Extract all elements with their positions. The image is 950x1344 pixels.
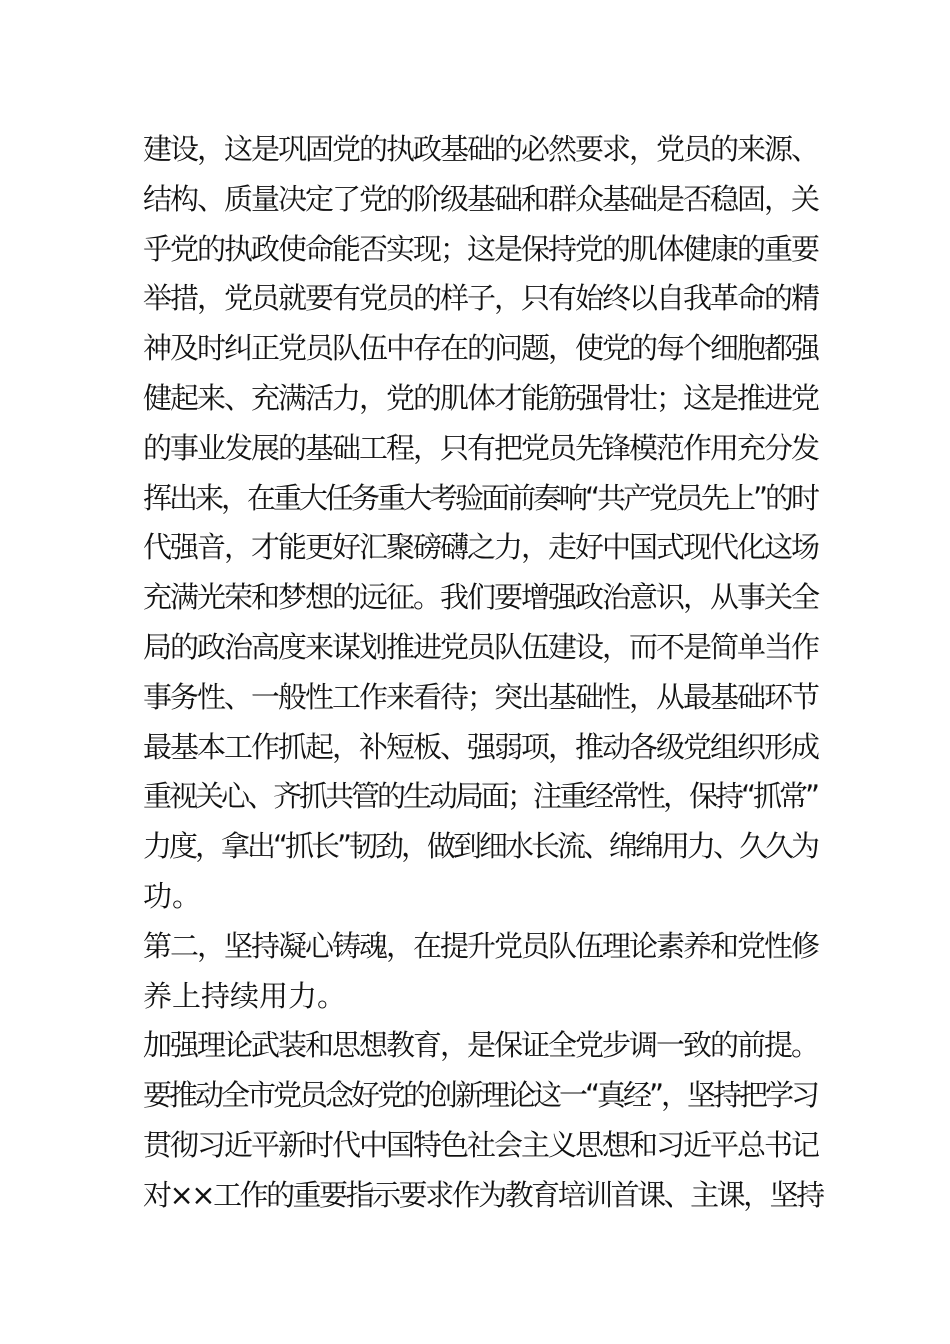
body-text (143, 125, 823, 1221)
text-line: 事务性、一般性工作来看待；突出基础性，从最基础环节 (143, 679, 819, 714)
text-line: 功。 (143, 878, 202, 913)
text-line: 加强理论武装和思想教育，是保证全党步调一致的前提。 (143, 1028, 819, 1063)
text-line: 挥出来，在重大任务重大考验面前奏响“共产党员先上”的时 (143, 480, 818, 515)
text-line: 力度，拿出“抓长”韧劲，做到细水长流、绵绵用力、久久为 (143, 829, 818, 864)
text-line: 充满光荣和梦想的远征。我们要增强政治意识，从事关全 (143, 580, 819, 615)
text-line: 重视关心、齐抓共管的生动局面；注重经常性，保持“抓常” (143, 779, 818, 814)
text-line: 健起来、充满活力，党的肌体才能筋强骨壮；这是推进党 (143, 380, 819, 415)
text-line: 贯彻习近平新时代中国特色社会主义思想和习近平总书记 (143, 1127, 819, 1162)
text-line: 建设，这是巩固党的执政基础的必然要求，党员的来源、 (143, 132, 819, 166)
text-line: 代强音，才能更好汇聚磅礴之力，走好中国式现代化这场 (143, 530, 819, 565)
text-line: 神及时纠正党员队伍中存在的问题，使党的每个细胞都强 (143, 331, 819, 366)
section-heading-line: 养上持续用力。 (143, 978, 347, 1013)
text-line: 举措，党员就要有党员的样子，只有始终以自我革命的精 (143, 281, 819, 316)
text-line: 局的政治高度来谋划推进党员队伍建设，而不是简单当作 (143, 629, 819, 664)
text-line: 要推动全市党员念好党的创新理论这一“真经”，坚持把学习 (143, 1078, 818, 1113)
text-line: 的事业发展的基础工程，只有把党员先锋模范作用充分发 (143, 430, 819, 465)
text-line: 对××工作的重要指示要求作为教育培训首课、主课，坚持 (143, 1177, 823, 1212)
text-line: 最基本工作抓起，补短板、强弱项，推动各级党组织形成 (143, 729, 819, 764)
section-heading-line: 第二，坚持凝心铸魂，在提升党员队伍理论素养和党性修 (143, 928, 819, 963)
text-line: 结构、质量决定了党的阶级基础和群众基础是否稳固，关 (143, 181, 819, 216)
text-line: 乎党的执政使命能否实现；这是保持党的肌体健康的重要 (143, 231, 819, 266)
